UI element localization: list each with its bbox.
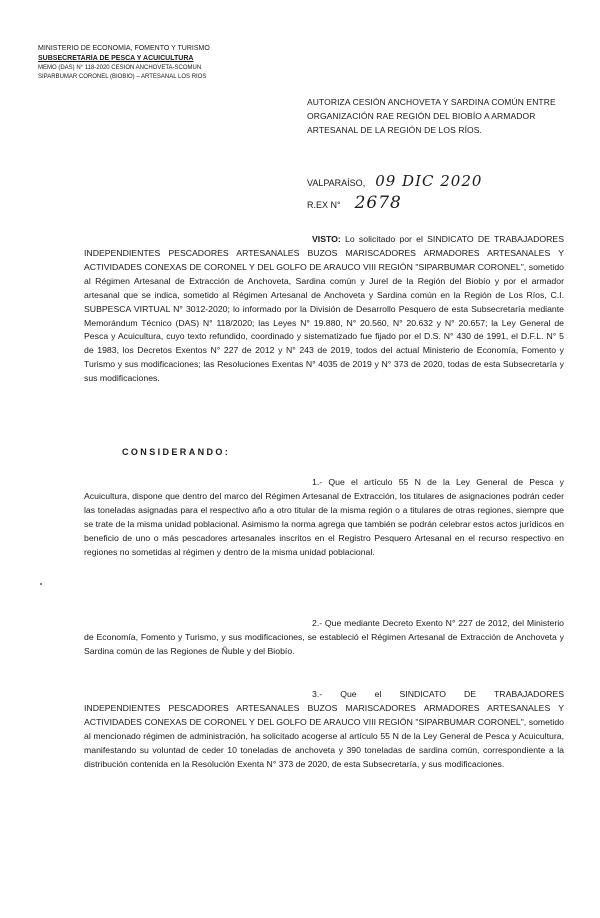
considerando-text-3: 3.- Que el SINDICATO DE TRABAJADORES INDEPENDIENTES PESCADORES ARTESANALES BUZOS MARISCADORES ARMADORES ARTESANALES Y ACTIVIDADES CONEXAS DE CORONEL Y DEL GOLFO DE ARAUCO VIII REGIÓN "SIPARBUMAR CORONEL", sometido al mencionado régimen de administración, ha solicitado acogerse al artículo 55 N de la Ley General de Pesca y Acuicultura, manifestando su voluntad de ceder 10 toneladas de anchoveta y 390 toneladas de sardina común, correspondiente a la distribución contenida en la Resolución Exenta N° 373 de 2020, de esta Subsecretaría, y sus modificaciones. bbox=[84, 689, 564, 769]
visto-paragraph bbox=[84, 233, 564, 386]
stamped-date: 09 DIC 2020 bbox=[375, 172, 483, 190]
place-date-line bbox=[307, 172, 482, 190]
considerando-paragraph-1 bbox=[84, 476, 564, 560]
ministry-name: MINISTERIO DE ECONOMÍA, FOMENTO Y TURISMO bbox=[38, 45, 210, 52]
resolution-subject: AUTORIZA CESIÓN ANCHOVETA Y SARDINA COMÚN ENTRE ORGANIZACIÓN RAE REGIÓN DEL BIOBÍO A ARMADOR ARTESANAL DE LA REGIÓN DE LOS RÍOS. bbox=[307, 97, 556, 135]
issuer-header bbox=[38, 44, 258, 82]
considerando-text-1: 1.- Que el artículo 55 N de la Ley General de Pesca y Acuicultura, dispone que dentro del marco del Régimen Artesanal de Extracción, los titulares de asignaciones podrán ceder las toneladas asignadas para el respectivo año a otro titular de la misma región o a titulares de otras regiones, siempre que se trate de la misma unidad poblacional. Asimismo la norma agrega que también se podrán celebrar estos actos jurídicos en beneficio de uno o más pescadores artesanales inscritos en el Registro Pesquero Artesanal en el recurso respectivo en regiones no sometidas al régimen y dentro de la misma unidad poblacional. bbox=[84, 477, 564, 557]
visto-lead: VISTO: bbox=[312, 234, 341, 244]
considerando-paragraph-3 bbox=[84, 688, 564, 772]
visto-text: Lo solicitado por el SINDICATO DE TRABAJADORES INDEPENDIENTES PESCADORES ARTESANALES BUZOS MARISCADORES ARMADORES ARTESANALES Y ACTIVIDADES CONEXAS DE CORONEL Y DEL GOLFO DE ARAUCO VIII REGIÓN "SIPARBUMAR CORONEL", sometido al Régimen Artesanal de Extracción de Anchoveta, Sardina común y Jurel de la Región del Biobío y por el armador artesanal que se indica, sometido al Régimen Artesanal de Anchoveta y Sardina común en la Región de Los Ríos, C.I. SUBPESCA VIRTUAL N° 3012-2020; lo informado por la División de Desarrollo Pesquero de esta Subsecretaría mediante Memorándum Técnico (DAS) N° 118/2020; las Leyes N° 19.880, N° 20.560, N° 20.632 y N° 20.657; la Ley General de Pesca y Acuicultura, cuyo texto refundido, coordinado y sistematizado fue fijado por el D.S. N° 430 de 1991, el D.F.L. N° 5 de 1983, los Decretos Exentos N° 227 de 2012 y N° 243 de 2019, todos del actual Ministerio de Economía, Fomento y Turismo y sus modificaciones; las Resoluciones Exentas N° 4035 de 2019 y N° 373 de 2020, todas de esta Subsecretaría y sus modificaciones. bbox=[84, 234, 564, 384]
resolution-number-line bbox=[307, 193, 402, 213]
memo-reference-line-1: MEMO (DAS) N° 118-2020 CESIÓN ANCHOVETA-SCOMÚN bbox=[38, 65, 202, 72]
undersecretariat-name: SUBSECRETARÍA DE PESCA Y ACUICULTURA bbox=[38, 55, 194, 63]
city-label: VALPARAÍSO, bbox=[307, 178, 366, 188]
considerando-heading: CONSIDERANDO: bbox=[122, 447, 231, 457]
considerando-paragraph-2 bbox=[84, 617, 564, 659]
resolution-number-label: R.EX N° bbox=[307, 200, 341, 210]
memo-reference-line-2: SIPARBUMAR CORONEL (BIOBÍO) – ARTESANAL LOS RÍOS bbox=[38, 74, 207, 81]
resolution-number: 2678 bbox=[354, 193, 402, 213]
considerando-text-2: 2.- Que mediante Decreto Exento N° 227 de 2012, del Ministerio de Economía, Fomento y Turismo, y sus modificaciones, se estableció el Régimen Artesanal de Extracción de Anchoveta y Sardina común de las Regiones de Ñuble y del Biobío. bbox=[84, 618, 564, 656]
margin-speck bbox=[40, 583, 42, 585]
